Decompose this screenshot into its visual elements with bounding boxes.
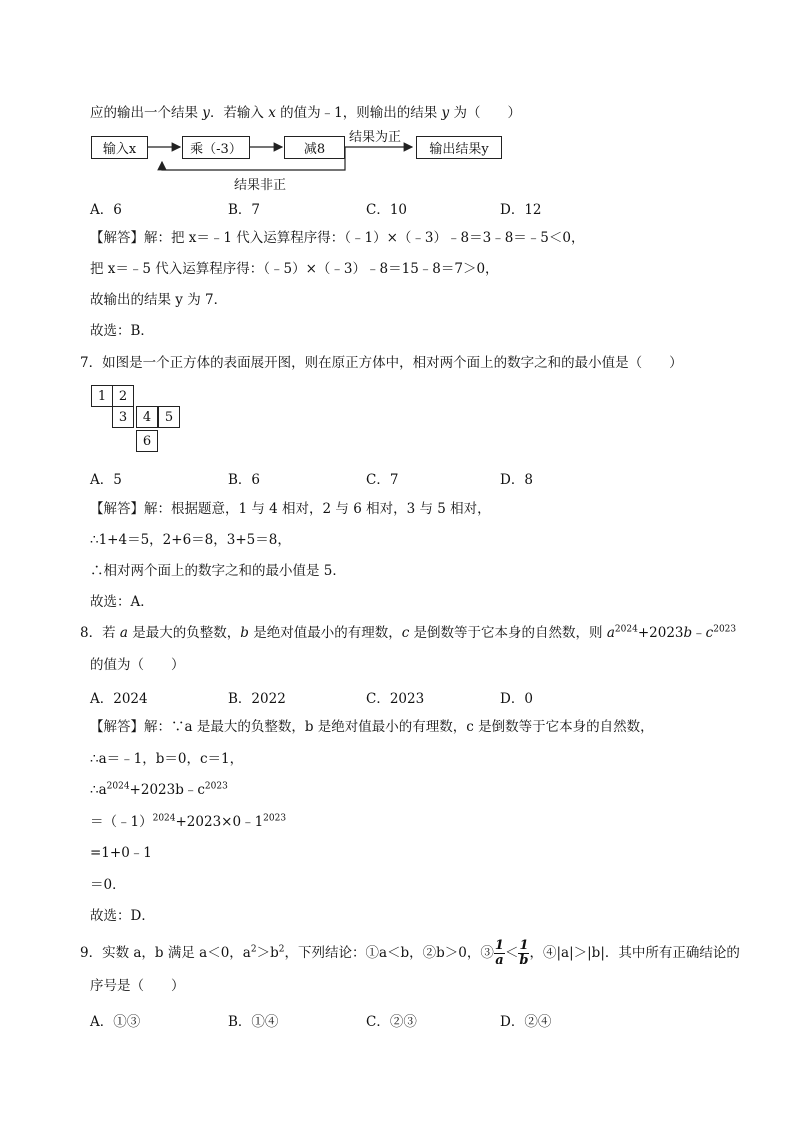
q8-answer-4-exp-2: 2023 bbox=[263, 813, 287, 824]
q8-answer-line-2: ∴a＝﹣1，b＝0，c＝1， bbox=[90, 751, 244, 767]
q6-answer-line-1: 【解答】解：把 x＝﹣1 代入运算程序得：（﹣1）×（﹣3）﹣8＝3﹣8＝﹣5＜0， bbox=[90, 230, 585, 246]
q7-answer-line-3: ∴相对两个面上的数字之和的最小值是 5． bbox=[90, 563, 346, 579]
q7-net-cell-5: 5 bbox=[158, 406, 180, 428]
q6-var-y2: y bbox=[441, 105, 450, 121]
q8-answer-3-exp-1: 2024 bbox=[106, 781, 130, 792]
q8-stem-text-1: 8．若 bbox=[80, 625, 120, 641]
q9-frac1-numerator: 1 bbox=[494, 938, 504, 953]
q9-exp-b: 2 bbox=[278, 944, 285, 955]
q6-stem-text-2: ．若输入 bbox=[209, 105, 269, 121]
q6-option-d: D．12 bbox=[500, 202, 542, 218]
q6-stem-text-3: 的值为﹣1，则输出的结果 bbox=[275, 105, 442, 121]
q8-answer-line-1: 【解答】解：∵a 是最大的负整数，b 是绝对值最小的有理数，c 是倒数等于它本身的自然数， bbox=[90, 719, 654, 735]
q6-var-y: y bbox=[202, 105, 210, 121]
q9-frac2-denominator: b bbox=[519, 953, 529, 968]
q8-expr-minus: ﹣ bbox=[692, 625, 706, 641]
q8-answer-line-3 bbox=[90, 781, 228, 799]
q8-answer-line-4 bbox=[90, 813, 286, 831]
q7-net-cell-2: 2 bbox=[112, 385, 134, 407]
q8-answer-4-exp-1: 2024 bbox=[152, 813, 176, 824]
q7-option-d: D．8 bbox=[500, 472, 533, 488]
q6-flow-output-box bbox=[416, 136, 502, 159]
q8-expr-mid: +2023 bbox=[637, 625, 684, 641]
q8-stem bbox=[80, 624, 736, 642]
q9-option-d: D．②④ bbox=[500, 1014, 552, 1030]
q7-net-cell-3: 3 bbox=[112, 406, 134, 428]
q8-answer-line-5: =1+0﹣1 bbox=[90, 845, 152, 861]
q6-option-b: B．7 bbox=[228, 202, 261, 218]
q7-net-cell-1: 1 bbox=[91, 385, 113, 407]
q7-net-cell-4: 4 bbox=[136, 406, 158, 428]
q6-answer-line-3: 故输出的结果 y 为 7． bbox=[90, 292, 228, 308]
q9-fraction-1-over-a bbox=[494, 939, 505, 968]
q7-stem: 7．如图是一个正方体的表面展开图，则在原正方体中，相对两个面上的数字之和的最小值是（ ） bbox=[80, 355, 683, 371]
q7-option-a: A．5 bbox=[90, 472, 122, 488]
q9-stem bbox=[80, 938, 740, 968]
q6-answer-line-2: 把 x＝﹣5 代入运算程序得：（﹣5）×（﹣3）﹣8＝15﹣8＝7＞0， bbox=[90, 261, 499, 277]
q8-option-c: C．2023 bbox=[366, 691, 425, 707]
q7-option-b: B．6 bbox=[228, 472, 261, 488]
q6-answer-line-4: 故选：B． bbox=[90, 323, 154, 339]
q8-answer-3-part-2: +2023b﹣c bbox=[129, 782, 205, 798]
q8-expr-exp-2024: 2024 bbox=[614, 624, 638, 635]
q8-var-b: b bbox=[240, 625, 249, 641]
q9-stem-text-3: ，下列结论：①a＜b，②b＞0，③ bbox=[284, 945, 494, 961]
q8-answer-3-exp-2: 2023 bbox=[204, 781, 228, 792]
q6-flow-input-box bbox=[91, 136, 148, 159]
q9-stem-line-2: 序号是（ ） bbox=[90, 978, 185, 994]
q6-flow-multiply-label: 乘（-3） bbox=[190, 142, 242, 157]
q8-expr-b: b bbox=[683, 625, 693, 641]
q9-frac2-numerator: 1 bbox=[519, 938, 529, 953]
q9-frac1-denominator: a bbox=[495, 953, 504, 968]
q9-exp-a: 2 bbox=[250, 944, 257, 955]
q6-var-x: x bbox=[268, 105, 276, 121]
q7-net-cell-6: 6 bbox=[136, 430, 158, 452]
q8-stem-text-4: 是倒数等于它本身的自然数，则 bbox=[409, 625, 607, 641]
q9-stem-text-4: ，④|a|＞|b|．其中所有正确结论的 bbox=[529, 945, 740, 961]
q6-option-a: A．6 bbox=[90, 202, 122, 218]
q8-expr-a: a bbox=[606, 625, 615, 641]
q8-stem-text-3: 是绝对值最小的有理数， bbox=[248, 625, 402, 641]
q8-option-b: B．2022 bbox=[228, 691, 286, 707]
q8-answer-4-part-2: +2023×0﹣1 bbox=[175, 814, 264, 830]
q9-stem-text-2: ＞b bbox=[256, 945, 279, 961]
q8-option-a: A．2024 bbox=[90, 691, 148, 707]
q6-option-c: C．10 bbox=[366, 202, 408, 218]
q8-answer-line-7: 故选：D． bbox=[90, 908, 155, 924]
q9-stem-text-1: 9．实数 a，b 满足 a＜0，a bbox=[80, 945, 251, 961]
q8-expr-c: c bbox=[705, 625, 714, 641]
q7-answer-line-2: ∴1+4＝5，2+6＝8，3+5＝8， bbox=[90, 532, 291, 548]
q8-option-d: D．0 bbox=[500, 691, 533, 707]
q8-var-a: a bbox=[119, 625, 128, 641]
q6-flow-input-label: 输入x bbox=[102, 142, 137, 157]
q8-stem-text-2: 是最大的负整数， bbox=[127, 625, 241, 641]
q8-answer-3-part-1: ∴a bbox=[90, 782, 107, 798]
q8-answer-4-part-1: ＝（﹣1） bbox=[90, 814, 153, 830]
q9-option-c: C．②③ bbox=[366, 1014, 417, 1030]
q6-flow-output-label: 输出结果y bbox=[429, 142, 489, 157]
q7-answer-line-4: 故选：A． bbox=[90, 594, 154, 610]
q8-var-c: c bbox=[401, 625, 410, 641]
q6-flow-subtract-label: 减8 bbox=[303, 142, 326, 157]
q6-stem-text-4: 为（ ） bbox=[449, 105, 521, 121]
q6-flow-arrows bbox=[0, 0, 794, 200]
q6-stem-text-1: 应的输出一个结果 bbox=[90, 105, 203, 121]
q8-answer-line-6: ＝0． bbox=[90, 877, 126, 893]
q9-option-a: A．①③ bbox=[90, 1014, 141, 1030]
q6-flow-subtract-box bbox=[284, 136, 345, 159]
q9-option-b: B．①④ bbox=[228, 1014, 279, 1030]
q7-answer-line-1: 【解答】解：根据题意，1 与 4 相对，2 与 6 相对，3 与 5 相对， bbox=[90, 501, 491, 517]
q8-expr-exp-2023: 2023 bbox=[713, 624, 737, 635]
q6-flow-multiply-box bbox=[182, 136, 250, 159]
q9-less-than: ＜ bbox=[504, 945, 519, 961]
q8-stem-line-2: 的值为（ ） bbox=[90, 657, 185, 673]
q7-option-c: C．7 bbox=[366, 472, 399, 488]
q6-flow-positive-label: 结果为正 bbox=[349, 130, 402, 145]
q9-fraction-1-over-b bbox=[518, 939, 529, 968]
q6-flow-nonpositive-label: 结果非正 bbox=[234, 178, 287, 193]
